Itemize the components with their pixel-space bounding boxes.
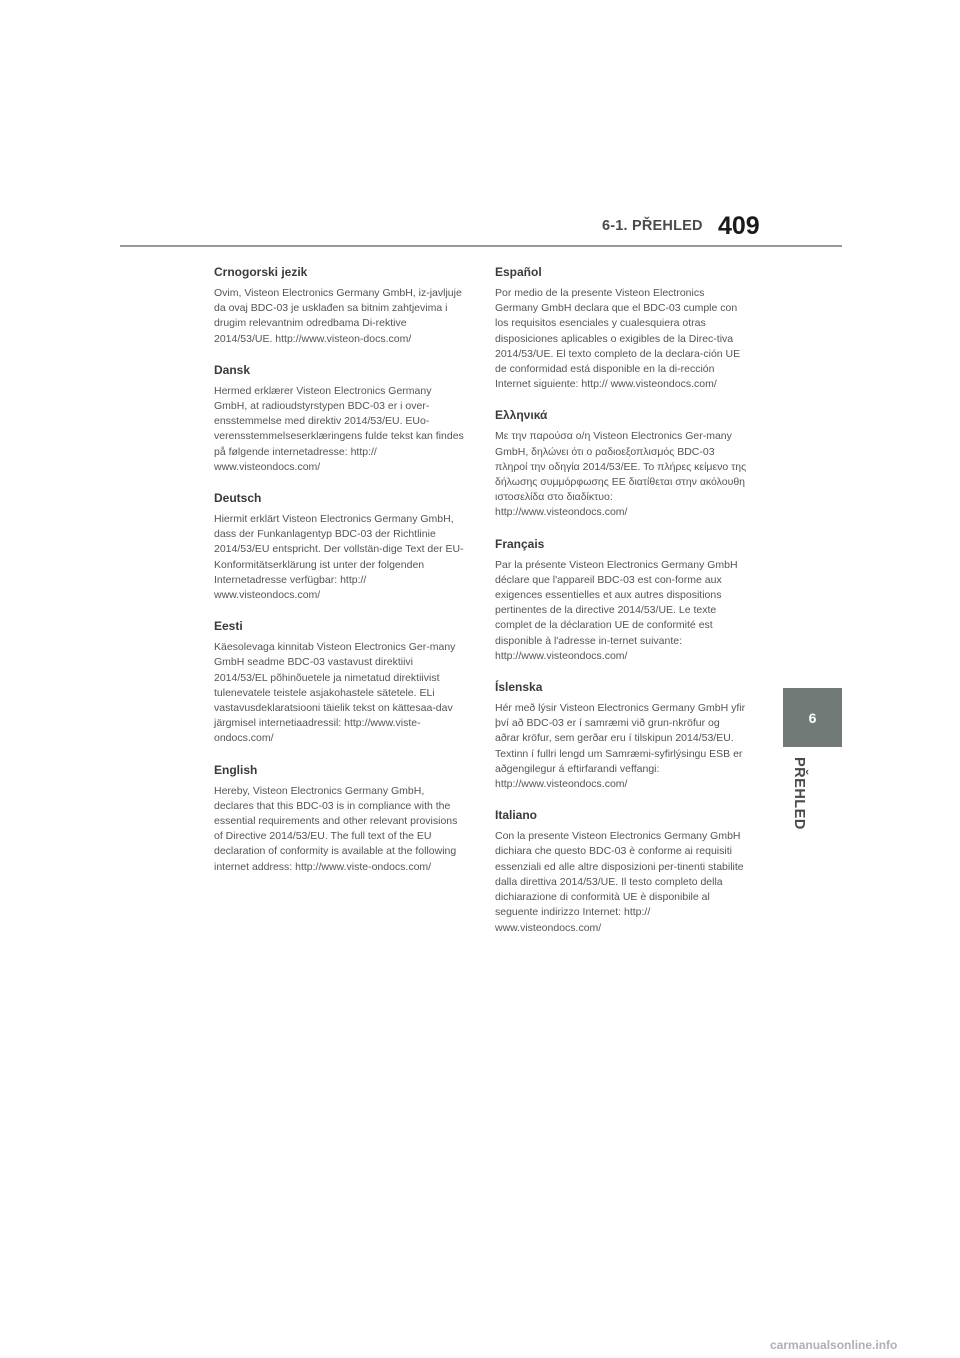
right-column <box>495 265 747 952</box>
chapter-side-label: PŘEHLED <box>791 757 807 830</box>
section-ellinika <box>495 408 747 520</box>
section-body: Käesolevaga kinnitab Visteon Electronics Ger-many GmbH seadme BDC-03 vastavust direktiivi 2014/53/EL põhinõuetele ja nimetatud direktiivist tulenevatele teistele asjakohastele sätetele. ELi vastavusdeklaratsiooni täielik tekst on kättesaa-dav järgmisel internetiaadressil: http://www.viste-ondocs.com/ <box>214 641 456 745</box>
section-body: Hermed erklærer Visteon Electronics Germany GmbH, at radioudstyrstypen BDC-03 er i over-ensstemmelse med direktiv 2014/53/EU. EUo-verensstemmelseserklæringens fulde tekst kan findes på følgende internetadresse: http:// www.visteondocs.com/ <box>214 384 464 473</box>
section-heading: Deutsch <box>214 491 262 506</box>
section-body: Hiermit erklärt Visteon Electronics Germany GmbH, dass der Funkanlagentyp BDC-03 der Richtlinie 2014/53/EU entspricht. Der vollstän-dige Text der EU-Konformitätserklärung ist unter der folgenden Internetadresse verfügbar: http:// www.visteondocs.com/ <box>214 513 464 602</box>
section-heading: Eesti <box>214 619 243 634</box>
section-body: Con la presente Visteon Electronics Germany GmbH dichiara che questo BDC-03 è conforme ai requisiti essenziali ed alle altre disposizioni per-tinenti stabilite dalla direttiva 2014/53/UE. Il testo completo della dichiarazione di conformità UE è disponibile al seguente indirizzo Internet: http:// www.visteondocs.com/ <box>495 830 744 934</box>
section-heading: Crnogorski jezik <box>214 265 308 279</box>
section-heading: Français <box>495 536 545 551</box>
section-italiano <box>495 808 747 935</box>
section-english <box>214 763 466 875</box>
section-body: Με την παρούσα ο/η Visteon Electronics Ger-many GmbH, δηλώνει ότι ο ραδιοεξοπλισμός BDC-03 πληροί την οδηγία 2014/53/ΕΕ. Το πλήρες κείμενο της δήλωσης συμμόρφωσης ΕΕ διατίθεται στην ακόλουθη ιστοσελίδα στο διαδίκτυο: http://www.visteondocs.com/ <box>495 430 747 519</box>
section-heading: Dansk <box>214 362 251 377</box>
section-eesti <box>214 619 466 746</box>
section-crnogorski <box>214 265 466 347</box>
section-heading: English <box>214 762 258 777</box>
section-heading: Español <box>495 265 542 279</box>
chapter-title: 6-1. PŘEHLED <box>602 218 703 234</box>
section-body: Hér með lýsir Visteon Electronics Germany GmbH yfir því að BDC-03 er í samræmi við grun-nkröfur og aðrar kröfur, sem gerðar eru í tilskipun 2014/53/EU. Textinn í fullri lengd um Samræmi-syfirlýsingu ESB er aðgengilegur á eftirfarandi veffangi: http://www.visteondocs.com/ <box>495 702 746 791</box>
watermark-text[interactable]: carmanualsonline.info <box>770 1338 898 1352</box>
section-islenska <box>495 680 747 792</box>
section-body: Ovim, Visteon Electronics Germany GmbH, iz-javljuje da ovaj BDC-03 je usklađen sa bitnim zahtjevima i drugim relevantnim odredbama Di-rektive 2014/53/UE. http://www.visteon-docs.com/ <box>214 287 462 345</box>
page-number: 409 <box>718 212 760 240</box>
section-body: Par la présente Visteon Electronics Germany GmbH déclare que l'appareil BDC-03 est con-forme aux exigences essentielles et aux autres dispositions pertinentes de la directive 2014/53/UE. Le texte complet de la déclaration UE de conformité est disponible à l'adresse in-ternet suivante: http://www.visteondocs.com/ <box>495 558 738 662</box>
left-column <box>214 265 466 891</box>
section-body: Hereby, Visteon Electronics Germany GmbH, declares that this BDC-03 is in compliance with the essential requirements and other relevant provisions of Directive 2014/53/EU. The full text of the EU declaration of conformity is available at the following internet address: http://www.viste-ondocs.com/ <box>214 784 458 873</box>
section-heading: Ελληνικά <box>495 408 548 423</box>
section-francais <box>495 537 747 664</box>
section-heading: Íslenska <box>495 680 543 695</box>
section-espanol <box>495 265 747 392</box>
section-dansk <box>214 363 466 475</box>
section-body: Por medio de la presente Visteon Electronics Germany GmbH declara que el BDC-03 cumple con los requisitos esenciales y cualesquiera otras disposiciones aplicables o exigibles de la Direc-tiva 2014/53/UE. El texto completo de la declara-ción UE de conformidad está disponible en la di-rección Internet siguiente: http:// www.visteondocs.com/ <box>495 287 741 391</box>
section-heading: Italiano <box>495 808 538 823</box>
header-divider <box>120 245 842 247</box>
chapter-tab[interactable]: 6 <box>783 688 842 747</box>
section-deutsch <box>214 491 466 603</box>
